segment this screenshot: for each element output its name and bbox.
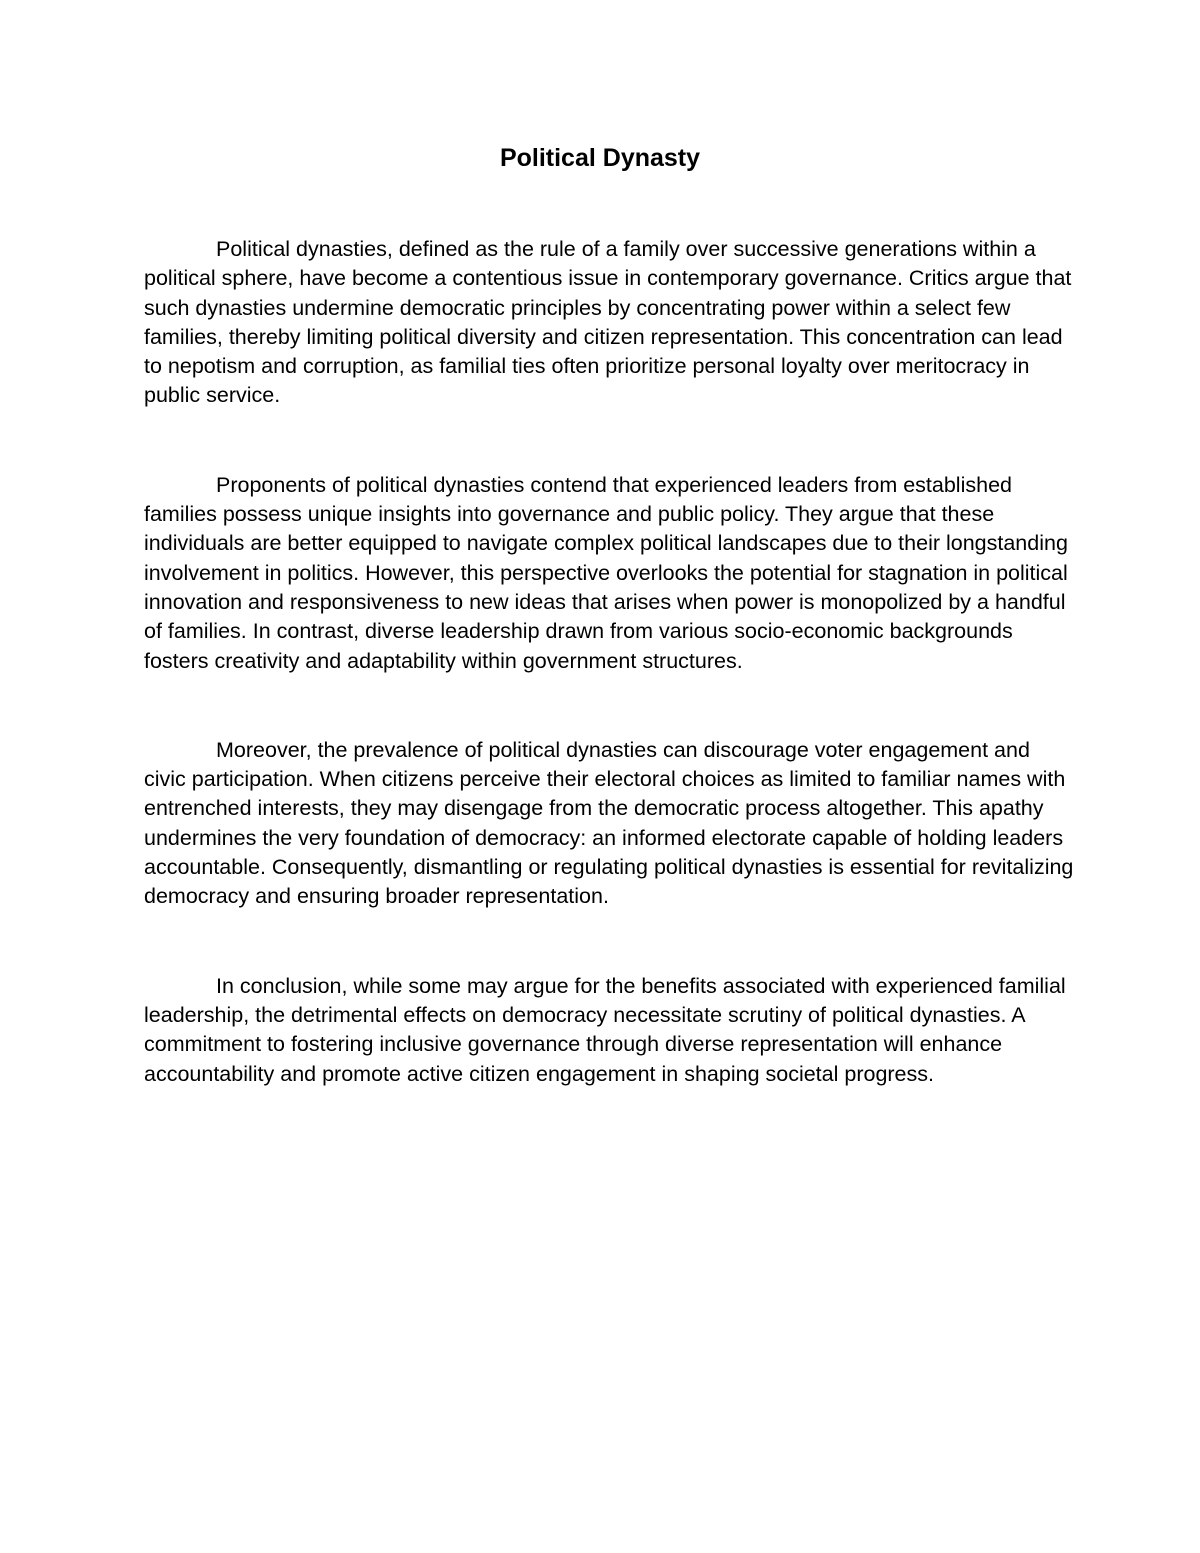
paragraph-1: Political dynasties, defined as the rule of a family over successive generations within a political sphere, have become a contentious issue in contemporary governance. Critics argue that such dynasties undermine democratic principles by concentrating power within a select few families, thereby limiting political diversity and citizen representation. This concentration can lead to nepotism and corruption, as familial ties often prioritize personal loyalty over meritocracy in public service. bbox=[144, 237, 1072, 408]
paragraph-4: In conclusion, while some may argue for the benefits associated with experienced familial leadership, the detrimental effects on democracy necessitate scrutiny of political dynasties. A commitment to fostering inclusive governance through diverse representation will enhance accountability and promote active citizen engagement in shaping societal progress. bbox=[144, 973, 1066, 1086]
paragraph-3: Moreover, the prevalence of political dynasties can discourage voter engagement and civic participation. When citizens perceive their electoral choices as limited to familiar names with entrenched interests, they may disengage from the democratic process altogether. This apathy undermines the very foundation of democracy: an informed electorate capable of holding leaders accountable. Consequently, dismantling or regulating political dynasties is essential for revitalizing democracy and ensuring broader representation. bbox=[144, 737, 1074, 909]
paragraph-2: Proponents of political dynasties contend that experienced leaders from established families possess unique insights into governance and public policy. They argue that these individuals are better equipped to navigate complex political landscapes due to their longstanding involvement in politics. However, this perspective overlooks the potential for stagnation in political innovation and responsiveness to new ideas that arises when power is monopolized by a handful of families. In contrast, diverse leadership drawn from various socio-economic backgrounds fosters creativity and adaptability within government structures. bbox=[144, 472, 1068, 673]
document-title: Political Dynasty bbox=[499, 144, 701, 172]
document-body bbox=[144, 235, 1074, 1089]
